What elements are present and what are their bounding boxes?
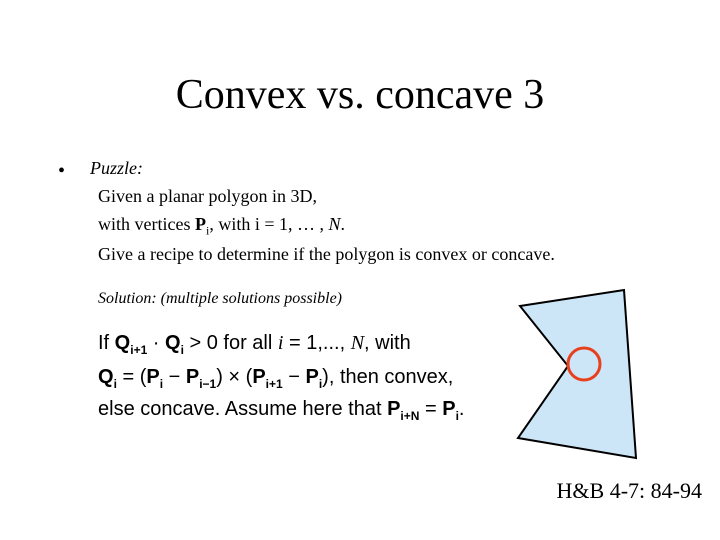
math-i: i [277,332,284,354]
math-Q-def-sub: i [113,377,117,391]
line2-text: with vertices [98,214,195,234]
math-P-sub: i [159,377,164,391]
math-if: If [98,332,115,354]
math-P-wrap: P [387,398,401,420]
slide-title: Convex vs. concave 3 [175,72,545,118]
math-minus-2: − [282,366,306,388]
math-P-3: P [442,398,456,420]
math-P-2-sub: i [318,377,323,391]
math-P-3-sub: i [455,409,459,423]
math-cross: ) × ( [216,366,253,388]
math-period: . [458,398,465,420]
bullet-marker: • [58,160,66,182]
line2-end: . [340,214,345,234]
vertex-symbol: P [194,214,206,234]
math-condition: > 0 for all [183,332,278,354]
math-then-convex: ), then convex, [322,366,454,388]
math-P-prev: P [185,366,200,388]
line2-range: , with i = 1, … , [209,214,329,234]
solution-label: Solution: (multiple solutions possible) [98,290,342,307]
math-eq-2: = [419,398,443,420]
math-minus: − [163,366,186,388]
math-P: P [146,366,160,388]
concave-polygon [518,290,636,458]
math-Q-sub: i [180,343,184,357]
math-Q-def: Q [98,366,114,388]
math-eq: = ( [116,366,147,388]
math-with: , with [364,332,411,354]
math-P-wrap-sub: i+N [400,409,420,423]
puzzle-line-1: Given a planar polygon in 3D, [98,186,317,206]
math-Q: Q [165,332,181,354]
math-range: = 1,..., [283,332,351,354]
math-dot: · [147,332,166,354]
puzzle-label: Puzzle: [90,158,143,178]
math-else-concave: else concave. Assume here that [98,398,388,420]
vertex-subscript: i [205,223,210,238]
math-P-2: P [305,366,319,388]
math-P-next: P [252,366,266,388]
math-P-prev-sub: i−1 [199,377,217,391]
math-Q-next: Q [114,332,131,354]
math-N: N [350,332,365,354]
reference-citation: H&B 4-7: 84-94 [556,478,702,503]
puzzle-line-3: Give a recipe to determine if the polygon is convex or concave. [98,244,555,264]
math-Q-next-sub: i+1 [130,343,148,357]
math-P-next-sub: i+1 [265,377,283,391]
line2-N: N [328,214,341,234]
